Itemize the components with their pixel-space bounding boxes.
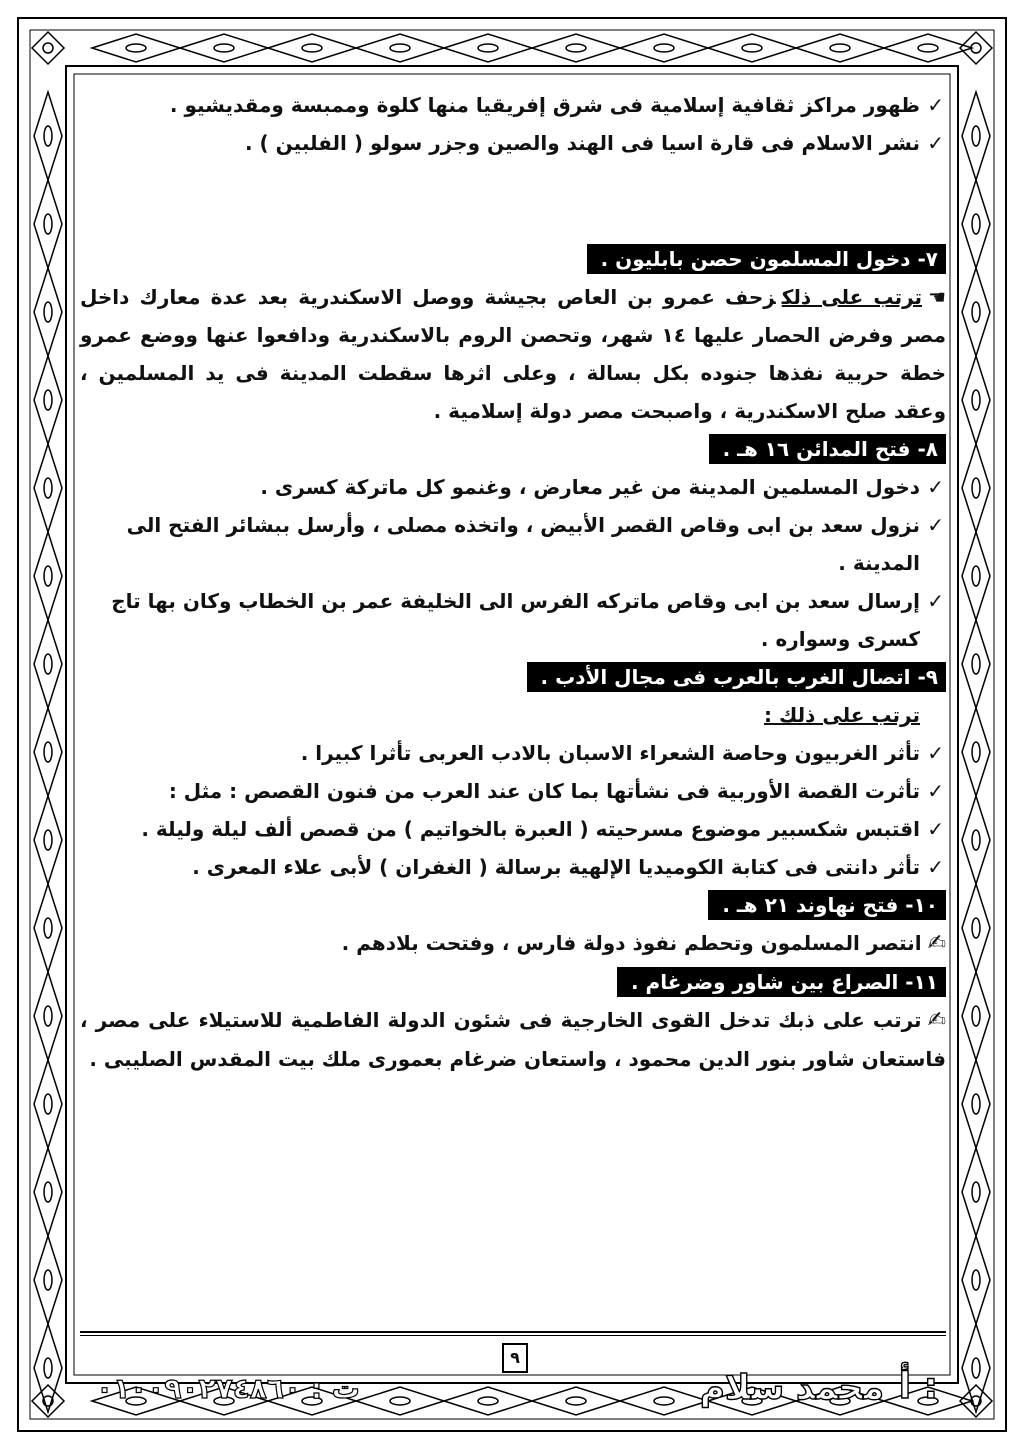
border-diamond: [34, 708, 62, 796]
border-oval: [654, 44, 674, 52]
border-oval: [972, 126, 980, 146]
list-item: ✓ نزول سعد بن ابى وقاص القصر الأبيض ، واتخذه مصلى ، وأرسل ببشائر الفتح الى المدينة .: [80, 506, 946, 582]
border-oval: [972, 302, 980, 322]
section-11-body: ترتب على ذبك تدخل القوى الخارجية فى شئون الدولة الفاطمية للاستيلاء على مصر ، فاستعان شاور بنور الدين محمود ، واستعان ضرغام بعمورى ملك بيت المقدس الصليبى .: [80, 1008, 946, 1071]
border-diamond: [34, 796, 62, 884]
border-diamond: [34, 1060, 62, 1148]
border-diamond: [34, 92, 62, 180]
list-item: ✓ تأثرت القصة الأوربية فى نشأتها بما كان عند العرب من فنون القصص : مثل :: [80, 772, 946, 810]
border-oval: [44, 566, 52, 586]
border-diamond: [708, 34, 796, 62]
border-oval: [972, 478, 980, 498]
border-diamond: [34, 972, 62, 1060]
border-oval: [972, 654, 980, 674]
border-diamond: [268, 34, 356, 62]
border-diamond: [34, 180, 62, 268]
section-heading-7: ٧- دخول المسلمون حصن بابليون .: [587, 244, 946, 274]
footer-author-prefix: أ :: [898, 1366, 938, 1407]
border-diamond: [34, 1148, 62, 1236]
border-diamond: [796, 34, 884, 62]
section-heading-10: ١٠- فتح نهاوند ٢١ هـ .: [708, 890, 946, 920]
section-7-lead: ترتب على ذلك: [781, 285, 923, 309]
corner-ornament: [32, 32, 64, 64]
border-oval: [830, 44, 850, 52]
section-7-body: زحف عمرو بن العاص بجيشة ووصل الاسكندرية بعد عدة معارك داخل مصر وفرض الحصار عليها ١٤ شهر، وتحصن الروم بالاسكندرية ودافعوا عنها ووضع عمرو خطة حربية نفذها جنوده بكل بسالة ، وعلى اثرها سقطت المدينة فى يد المسلمين ، وعقد صلح الاسكندرية ، واصبحت مصر دولة إسلامية .: [80, 285, 946, 423]
border-oval: [478, 44, 498, 52]
section-10-body: انتصر المسلمون وتحطم نفوذ دولة فارس ، وفتحت بلادهم .: [341, 931, 922, 955]
border-oval: [44, 126, 52, 146]
border-diamond: [34, 356, 62, 444]
border-oval: [214, 44, 234, 52]
border-oval: [972, 1182, 980, 1202]
border-diamond: [356, 1387, 444, 1415]
page-content: [80, 86, 946, 1078]
list-item: ✓ نشر الاسلام فى قارة اسيا فى الهند والصين وجزر سولو ( الفلبين ) .: [80, 124, 946, 162]
border-diamond: [884, 34, 972, 62]
border-diamond: [356, 34, 444, 62]
list-item: ✓ اقتبس شكسبير موضوع مسرحيته ( العبرة بالخواتيم ) من قصص ألف ليلة وليلة .: [80, 810, 946, 848]
border-diamond: [444, 34, 532, 62]
blank-space: [80, 162, 946, 240]
border-oval: [654, 1397, 674, 1405]
list-item: ✓ تأثر الغربيون وحاصة الشعراء الاسبان بالادب العربى تأثرا كبيرا .: [80, 734, 946, 772]
border-diamond: [620, 1387, 708, 1415]
border-oval: [44, 1006, 52, 1026]
section-7-paragraph: [80, 278, 946, 430]
border-diamond: [34, 1324, 62, 1412]
section-11-paragraph: [80, 1001, 946, 1078]
border-diamond: [962, 1148, 990, 1236]
footer-phone-number: ت : ٠١٠٠٩٠٢٧٤٨٦٠: [96, 1372, 360, 1405]
border-oval: [972, 830, 980, 850]
border-oval: [972, 214, 980, 234]
page-number: ٩: [502, 1343, 528, 1373]
border-oval: [742, 44, 762, 52]
border-oval: [972, 918, 980, 938]
border-oval: [918, 44, 938, 52]
border-oval: [972, 390, 980, 410]
border-diamond: [962, 268, 990, 356]
corner-ornament-dot: [43, 43, 53, 53]
section-10-paragraph: [80, 924, 946, 963]
border-oval: [44, 390, 52, 410]
border-diamond: [180, 34, 268, 62]
border-oval: [44, 742, 52, 762]
border-oval: [972, 1094, 980, 1114]
border-oval: [44, 654, 52, 674]
border-oval: [44, 214, 52, 234]
border-oval: [566, 44, 586, 52]
border-oval: [44, 1358, 52, 1378]
border-oval: [44, 1270, 52, 1290]
border-diamond: [444, 1387, 532, 1415]
pointing-hand-icon: ☚: [928, 285, 946, 309]
border-diamond: [962, 1060, 990, 1148]
border-diamond: [962, 1236, 990, 1324]
border-diamond: [34, 1236, 62, 1324]
border-diamond: [962, 356, 990, 444]
border-oval: [390, 1397, 410, 1405]
border-oval: [566, 1397, 586, 1405]
corner-ornament: [960, 32, 992, 64]
border-diamond: [532, 34, 620, 62]
section-9-subheading: ترتب على ذلك :: [764, 703, 920, 727]
border-oval: [44, 830, 52, 850]
border-diamond: [962, 620, 990, 708]
border-diamond: [962, 972, 990, 1060]
border-oval: [972, 1358, 980, 1378]
footer-author-name: محمد سلام: [700, 1368, 884, 1408]
border-oval: [972, 1270, 980, 1290]
footer-divider: [80, 1331, 946, 1333]
list-item: ✓ تأثر دانتى فى كتابة الكوميديا الإلهية برسالة ( الغفران ) لأبى علاء المعرى .: [80, 848, 946, 886]
border-diamond: [962, 796, 990, 884]
border-oval: [44, 302, 52, 322]
section-heading-11: ١١- الصراع بين شاور وضرغام .: [617, 967, 946, 997]
border-oval: [44, 918, 52, 938]
border-diamond: [92, 34, 180, 62]
border-oval: [972, 1006, 980, 1026]
section-heading-8: ٨- فتح المدائن ١٦ هـ .: [709, 434, 946, 464]
writing-hand-icon: ✍: [927, 1008, 946, 1033]
border-diamond: [34, 444, 62, 532]
border-oval: [44, 1182, 52, 1202]
list-item: ✓ دخول المسلمين المدينة من غير معارض ، وغنمو كل ماتركة كسرى .: [80, 468, 946, 506]
border-diamond: [962, 180, 990, 268]
border-oval: [478, 1397, 498, 1405]
footer-divider-thin: [80, 1335, 946, 1336]
border-diamond: [962, 92, 990, 180]
border-oval: [390, 44, 410, 52]
border-diamond: [620, 34, 708, 62]
border-oval: [44, 478, 52, 498]
border-oval: [44, 1094, 52, 1114]
border-diamond: [34, 532, 62, 620]
border-diamond: [962, 444, 990, 532]
border-diamond: [532, 1387, 620, 1415]
border-oval: [972, 742, 980, 762]
border-diamond: [962, 708, 990, 796]
border-oval: [302, 44, 322, 52]
border-oval: [126, 44, 146, 52]
border-diamond: [34, 268, 62, 356]
border-diamond: [34, 884, 62, 972]
border-diamond: [962, 532, 990, 620]
writing-hand-icon: ✍: [927, 931, 946, 956]
section-heading-9: ٩- اتصال الغرب بالعرب فى مجال الأدب .: [527, 662, 946, 692]
border-oval: [972, 566, 980, 586]
list-item: ✓ ظهور مراكز ثقافية إسلامية فى شرق إفريقيا منها كلوة وممبسة ومقديشيو .: [80, 86, 946, 124]
list-item: ✓ إرسال سعد بن ابى وقاص ماتركه الفرس الى الخليفة عمر بن الخطاب وكان بها تاج كسرى وسواره .: [80, 582, 946, 658]
border-diamond: [34, 620, 62, 708]
border-diamond: [962, 884, 990, 972]
